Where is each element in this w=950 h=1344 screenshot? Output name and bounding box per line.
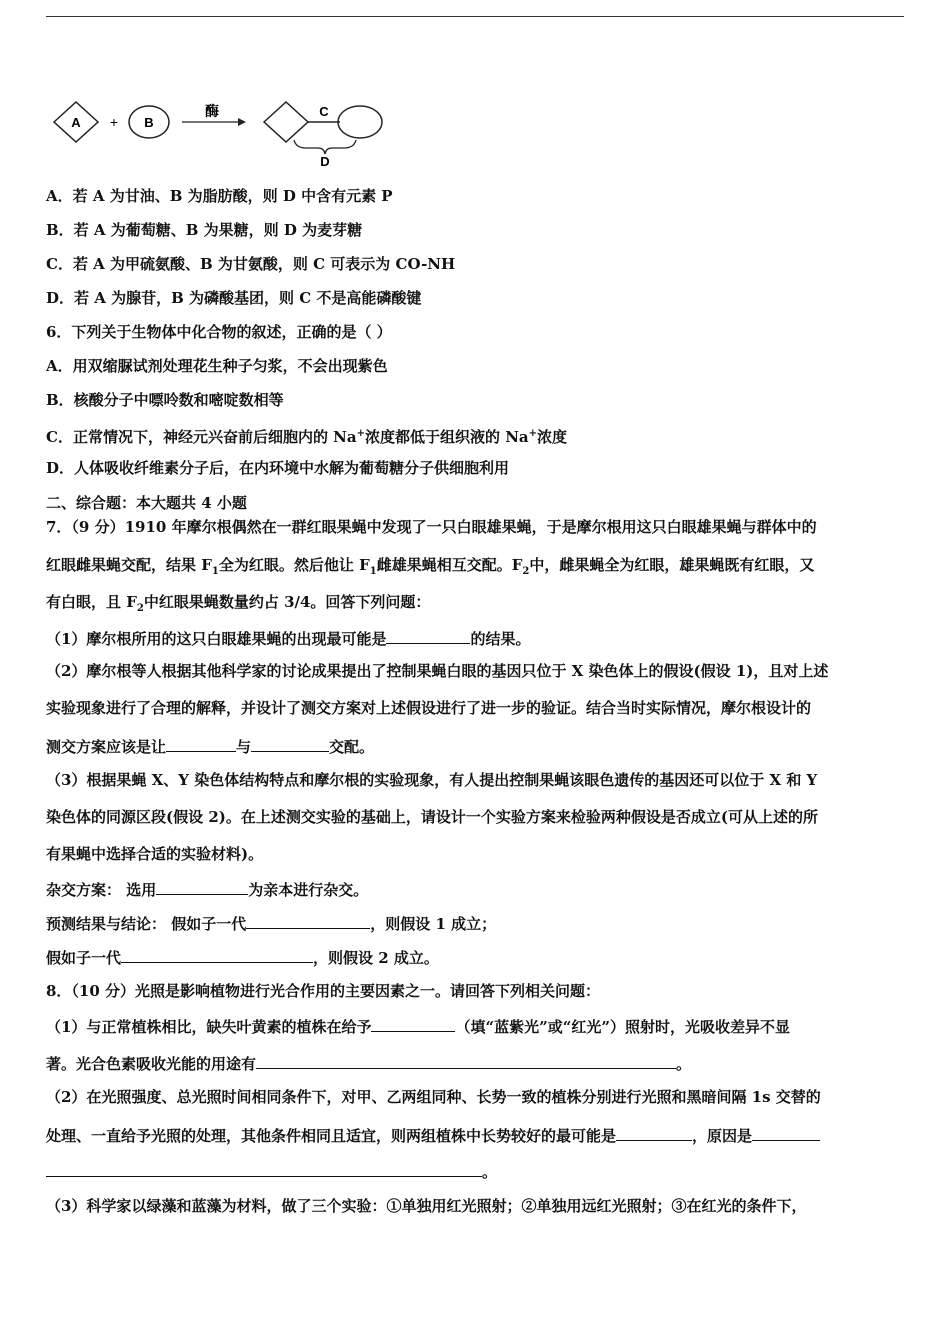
answer-blank[interactable]: [251, 735, 329, 752]
brace-d-label: D: [320, 154, 330, 169]
q8-part2-line1: （2）在光照强度、总光照时间相同条件下，对甲、乙两组同种、长势一致的植株分别进行光照和黑暗间隔 1s 交替的: [46, 1088, 821, 1106]
q7-stem-line3: 有白眼，且 $F_2$中红眼果蝇数量约占 3/4。回答下列问题：: [46, 593, 431, 614]
q6-option-d: D．人体吸收纤维素分子后，在内环境中水解为葡萄糖分子供细胞利用: [46, 459, 510, 477]
answer-blank[interactable]: [156, 878, 248, 895]
q5-option-d: D．若 A 为腺苷，B 为磷酸基团，则 C 不是高能磷酸键: [46, 289, 422, 307]
answer-blank[interactable]: [616, 1124, 692, 1141]
q8-part1-line1: （1）与正常植株相比，缺失叶黄素的植株在给予 （填“蓝紫光”或“红光”）照射时，光吸收差异不显: [46, 1015, 790, 1037]
answer-blank[interactable]: [166, 735, 236, 752]
q6-option-b: B．核酸分子中嘌呤数和嘧啶数相等: [46, 391, 284, 409]
q6-option-c: C．正常情况下，神经元兴奋前后细胞内的 Na+浓度都低于组织液的 Na+浓度: [46, 428, 568, 446]
answer-blank[interactable]: [246, 912, 370, 929]
answer-blank[interactable]: [371, 1015, 455, 1032]
q7-prediction-2: 假如子一代 ，则假设 2 成立。: [46, 946, 439, 968]
q8-part3: （3）科学家以绿藻和蓝藻为材料，做了三个实验：①单独用红光照射；②单独用远红光照射；③在红光的条件下，: [46, 1197, 807, 1215]
q8-part2-line2: 处理、一直给予光照的处理，其他条件相同且适宜，则两组植株中长势较好的最可能是 ，原因是: [46, 1124, 820, 1146]
q7-part3-line1: （3）根据果蝇 X、Y 染色体结构特点和摩尔根的实验现象，有人提出控制果蝇该眼色遗传的基因还可以位于 X 和 Y: [46, 771, 818, 789]
q7-stem-line1: 7．（9 分）1910 年摩尔根偶然在一群红眼果蝇中发现了一只白眼雄果蝇，于是摩尔根用这只白眼雄果蝇与群体中的: [46, 518, 817, 536]
q7-part1: （1）摩尔根所用的这只白眼雄果蝇的出现最可能是 的结果。: [46, 627, 530, 649]
q7-part3-line3: 有果蝇中选择合适的实验材料)。: [46, 845, 264, 863]
q7-part2-line3: 测交方案应该是让 与 交配。: [46, 735, 374, 757]
q5-option-b: B．若 A 为葡萄糖、B 为果糖，则 D 为麦芽糖: [46, 221, 363, 239]
q7-stem-line2: 红眼雌果蝇交配，结果 $F_1$全为红眼。然后他让 $F_1$雌雄果蝇相互交配。$F_2$中，雌果蝇全为红眼，雄果蝇既有红眼，又: [46, 556, 815, 577]
answer-blank[interactable]: [121, 946, 313, 963]
answer-blank[interactable]: [46, 1160, 482, 1177]
plus-sign: +: [109, 114, 119, 130]
q6-stem: 6．下列关于生物体中化合物的叙述，正确的是（ ）: [46, 323, 392, 341]
q8-stem: 8．（10 分）光照是影响植物进行光合作用的主要因素之一。请回答下列相关问题：: [46, 982, 601, 1000]
q7-part2-line1: （2）摩尔根等人根据其他科学家的讨论成果提出了控制果蝇白眼的基因只位于 X 染色体上的假设(假设 1)，且对上述: [46, 662, 829, 680]
reaction-diagram: [50, 100, 390, 170]
d-brace: [294, 140, 356, 154]
q8-part1-line2: 著。光合色素吸收光能的用途有 。: [46, 1052, 691, 1074]
q5-option-a: A．若 A 为甘油、B 为脂肪酸，则 D 中含有元素 P: [46, 187, 393, 205]
product-circle: [338, 106, 382, 138]
product-diamond: [264, 102, 308, 142]
bond-c-label: C: [319, 104, 329, 119]
q7-part2-line2: 实验现象进行了合理的解释，并设计了测交方案对上述假设进行了进一步的验证。结合当时实际情况，摩尔根设计的: [46, 699, 812, 717]
arrow-head-icon: [238, 118, 246, 126]
header-rule: [46, 16, 904, 17]
answer-blank[interactable]: [752, 1124, 820, 1141]
q7-prediction-1: 预测结果与结论： 假如子一代 ，则假设 1 成立；: [46, 912, 496, 934]
q5-option-c: C．若 A 为甲硫氨酸、B 为甘氨酸，则 C 可表示为 CO-NH: [46, 255, 456, 273]
q7-part3-line2: 染色体的同源区段(假设 2)。在上述测交实验的基础上，请设计一个实验方案来检验两种假设是否成立(可从上述的所: [46, 808, 818, 826]
enzyme-label: 酶: [205, 104, 219, 120]
answer-blank[interactable]: [256, 1052, 676, 1069]
node-b-label: B: [144, 115, 154, 130]
node-a-label: A: [71, 115, 81, 130]
q7-cross-scheme: 杂交方案： 选用 为亲本进行杂交。: [46, 878, 368, 900]
answer-blank[interactable]: [386, 627, 470, 644]
q8-part2-line3: 。: [46, 1160, 497, 1182]
section-heading: 二、综合题：本大题共 4 小题: [46, 494, 247, 512]
q6-option-a: A．用双缩脲试剂处理花生种子匀浆，不会出现紫色: [46, 357, 388, 375]
